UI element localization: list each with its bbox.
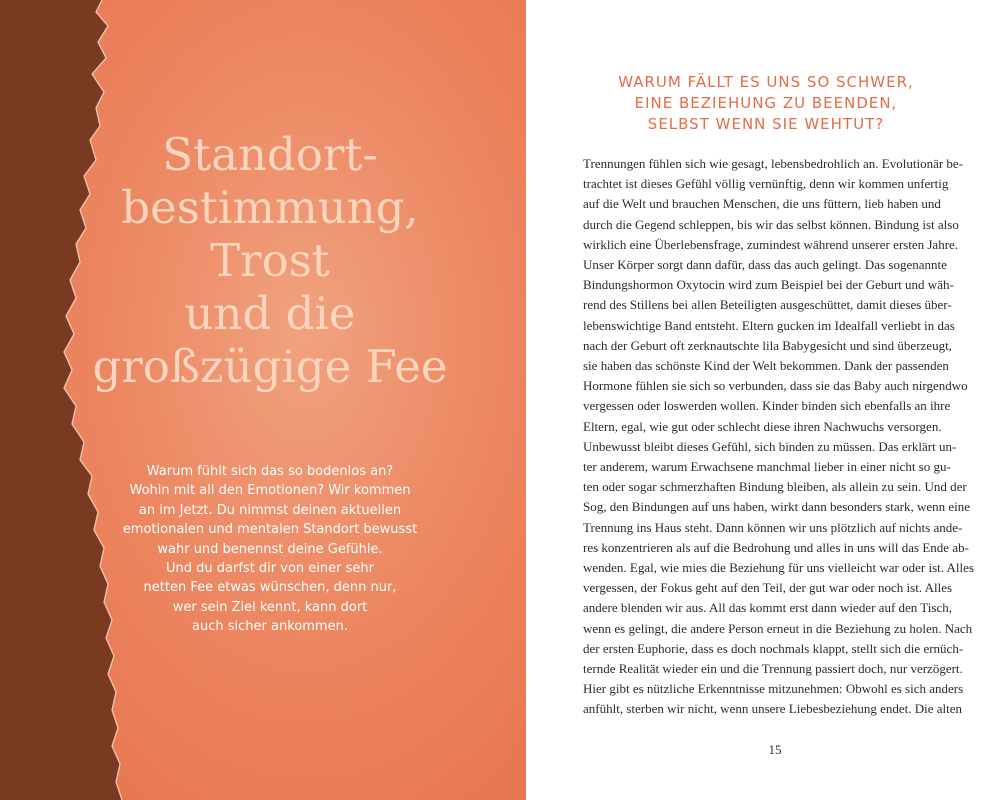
chapter-title-line: Trost — [210, 234, 330, 287]
intro-line: emotionalen und mentalen Standort bewusst — [122, 522, 418, 538]
body-line: wenn es gelingt, die andere Person erneut in die Beziehung zu holen. Nach — [583, 620, 973, 636]
body-line: der ersten Euphorie, dass es doch nochmals klappt, stellt sich die ernüch- — [583, 640, 964, 656]
body-line: lebenswichtige Band entsteht. Eltern gucken im Idealfall verliebt in das — [583, 317, 955, 333]
body-line: Hier gibt es nützliche Erkenntnisse mitzunehmen: Obwohl es sich anders — [583, 681, 964, 697]
chapter-title-line: Standort- — [162, 128, 378, 181]
chapter-intro — [90, 462, 450, 637]
body-line: Trennung ins Haus steht. Dann können wir uns plötzlich auf nichts ande- — [583, 519, 963, 535]
body-line: Unbewusst bleibt dieses Gefühl, sich binden zu müssen. Das erklärt un- — [583, 438, 957, 454]
chapter-title-line: und die — [184, 287, 356, 340]
intro-line: wahr und benennst deine Gefühle. — [157, 541, 383, 557]
body-line: sie haben das schönste Kind der Welt bekommen. Dank der passenden — [583, 358, 949, 374]
body-line: wirklich eine Überlebensfrage, zumindest während unserer ersten Jahre. — [583, 236, 959, 252]
body-line: durch die Gegend schleppen, bis wir das selbst können. Bindung ist also — [583, 216, 959, 232]
body-text — [583, 154, 1000, 720]
body-line: andere blenden wir aus. All das kommt erst dann wieder auf den Tisch, — [583, 600, 952, 616]
body-line: ternde Realität wieder ein und die Trennung passiert doch, nur verzögert. — [583, 661, 963, 677]
heading-line: SELBST WENN SIE WEHTUT? — [647, 115, 885, 133]
heading-line: EINE BEZIEHUNG ZU BEENDEN, — [634, 94, 898, 112]
intro-line: an im Jetzt. Du nimmst deinen aktuellen — [138, 502, 402, 518]
intro-line: Und du darfst dir von einer sehr — [166, 561, 374, 577]
body-line: res konzentrieren als auf die Bedrohung und alles in uns will das Ende ab- — [583, 539, 969, 555]
intro-line: Warum fühlt sich das so bodenlos an? — [146, 464, 394, 479]
body-line: Bindungshormon Oxytocin wird zum Beispiel bei der Geburt und wäh- — [583, 277, 954, 293]
heading-line: WARUM FÄLLT ES UNS SO SCHWER, — [618, 73, 914, 91]
body-line: Eltern, egal, wie gut oder schlecht diese ihren Nachwuchs versorgen. — [583, 418, 942, 434]
body-line: wenden. Egal, wie mies die Beziehung für uns vielleicht war oder ist. Alles — [583, 560, 974, 576]
body-line: auf die Welt und brauchen Menschen, die uns füttern, lieb haben und — [583, 196, 941, 212]
chapter-title-line: bestimmung, — [121, 181, 419, 234]
page-number: 15 — [768, 742, 782, 757]
chapter-title — [70, 128, 470, 393]
intro-line: Wohin mit all den Emotionen? Wir kommen — [129, 483, 411, 499]
chapter-title-line: großzügige Fee — [92, 340, 448, 393]
intro-line: netten Fee etwas wünschen, denn nur, — [143, 580, 397, 596]
intro-line: wer sein Ziel kennt, kann dort — [172, 599, 368, 615]
intro-line: auch sicher ankommen. — [192, 619, 348, 635]
body-line: rend des Stillens bei allen Beteiligten ausgeschüttet, damit dieses über- — [583, 297, 952, 313]
body-line: ten oder sogar schmerzhaften Bindung bleiben, als allein zu sein. Und der — [583, 479, 967, 495]
right-page — [526, 0, 1000, 800]
body-line: anfühlt, sterben wir nicht, wenn unsere Liebesbeziehung endet. Die alten — [583, 701, 963, 717]
body-line: vergessen, der Fokus geht auf den Teil, der gut war oder noch ist. Alles — [583, 580, 953, 596]
body-line: Trennungen fühlen sich wie gesagt, lebensbedrohlich an. Evolutionär be- — [583, 156, 964, 171]
section-heading — [566, 72, 966, 135]
body-line: Hormone fühlen sie sich so verbunden, dass sie das Baby auch nirgendwo — [583, 378, 968, 394]
body-line: Sog, den Bindungen auf uns haben, wirkt dann besonders stark, wenn eine — [583, 499, 971, 515]
body-line: ter anderem, warum Erwachsene manchmal lieber in einer nicht so gu- — [583, 459, 951, 475]
body-line: vergessen oder loswerden wollen. Kinder binden sich ebenfalls an ihre — [583, 398, 951, 414]
body-line: trachtet ist dieses Gefühl völlig vernünftig, denn wir kommen unfertig — [583, 176, 949, 192]
body-line: nach der Geburt oft zerknautschte lila Babygesicht und sind überzeugt, — [583, 337, 952, 353]
body-line: Unser Körper sorgt dann dafür, dass das auch gelingt. Das sogenannte — [583, 257, 947, 273]
torn-edge-strip — [0, 0, 122, 800]
